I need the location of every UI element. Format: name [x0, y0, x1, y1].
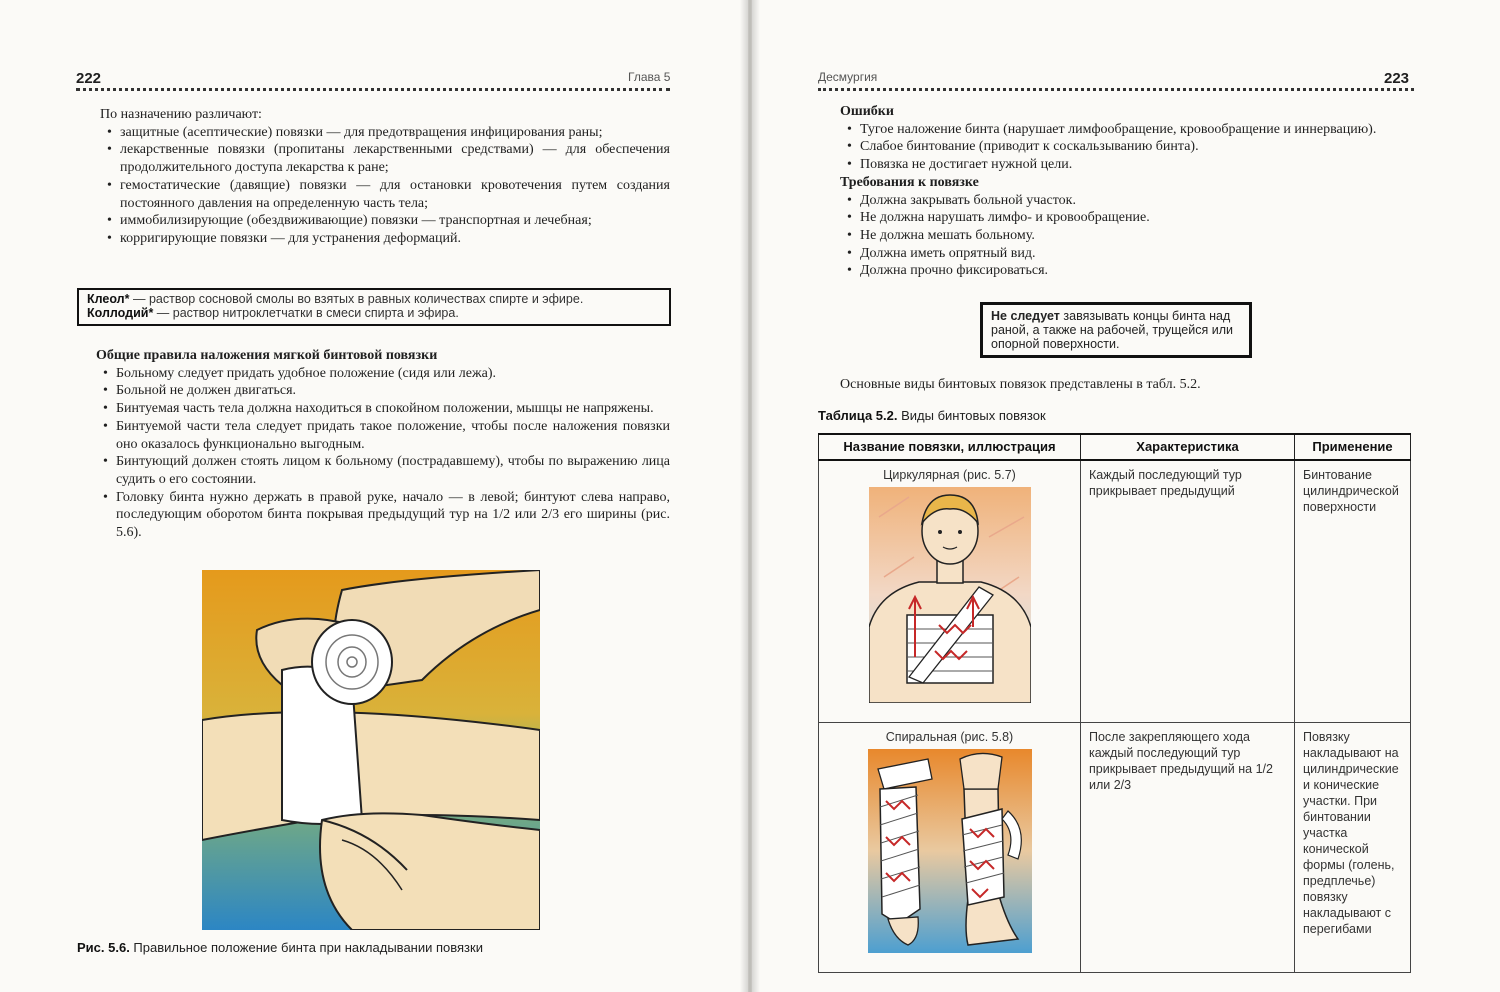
list-item: • Головку бинта нужно держать в правой руке, начало — в левой; бинтуют слева направо, последующим оборотом бинта покрывая предыдущий тур на 1/2 или 2/3 его ширины (рис. 5.6).	[96, 489, 670, 542]
table-row	[819, 460, 1411, 722]
definition-term: Коллодий*	[87, 305, 154, 320]
definition-kollodiy	[87, 307, 663, 321]
definition-text: — раствор нитроклетчатки в смеси спирта и эфира.	[153, 305, 459, 320]
rules-list	[96, 365, 670, 542]
bandage-name: Спиральная (рис. 5.8)	[885, 729, 1014, 744]
warning-box	[980, 302, 1252, 358]
table-caption	[818, 408, 1046, 423]
errors-requirements-section	[840, 103, 1412, 280]
list-item: • лекарственные повязки (пропитаны лекарственными средствами) — для обеспечения продолжительного доступа лекарства к ране;	[100, 141, 670, 176]
table-intro-block	[840, 376, 1412, 394]
table-caption-text: Виды бинтовых повязок	[897, 408, 1046, 423]
table-header-cell: Название повязки, иллюстрация	[819, 434, 1081, 460]
table-cell-name	[819, 722, 1081, 973]
errors-heading: Ошибки	[840, 104, 894, 119]
definitions-box	[77, 288, 671, 326]
list-item: • Должна прочно фиксироваться.	[840, 262, 1412, 280]
list-item: • Должна иметь опрятный вид.	[840, 245, 1412, 263]
list-item: • Не должна мешать больному.	[840, 227, 1412, 245]
purpose-section	[100, 106, 670, 248]
list-item: • Больной не должен двигаться.	[96, 382, 670, 400]
list-item: • Бинтуемая часть тела должна находиться в спокойном положении, мышцы не напряжены.	[96, 400, 670, 418]
rules-heading: Общие правила наложения мягкой бинтовой повязки	[96, 348, 438, 363]
table-caption-label: Таблица 5.2.	[818, 408, 898, 423]
table-cell-characteristic: После закрепляющего хода каждый последующий тур прикрывает предыдущий на 1/2 или 2/3	[1081, 722, 1295, 973]
circular-bandage-illustration	[869, 487, 1031, 703]
bandage-figure-illustration	[202, 570, 540, 930]
list-item: • гемостатические (давящие) повязки — для остановки кровотечения путем создания постоянного давления на определенную часть тела;	[100, 177, 670, 212]
purpose-intro: По назначению различают:	[100, 107, 262, 122]
table-header-cell: Характеристика	[1081, 434, 1295, 460]
warning-text: завязывать концы бинта над раной, а также на рабочей, трущейся или опорной поверхности.	[991, 309, 1233, 351]
list-item: • Тугое наложение бинта (нарушает лимфообращение, кровообращение и иннервацию).	[840, 121, 1412, 139]
list-item: • Слабое бинтование (приводит к соскальзыванию бинта).	[840, 138, 1412, 156]
bandage-types-table	[818, 433, 1411, 973]
list-item: • защитные (асептические) повязки — для предотвращения инфицирования раны;	[100, 124, 670, 142]
rules-section	[96, 347, 670, 542]
spiral-bandage-illustration	[868, 749, 1032, 953]
list-item: • Бинтующий должен стоять лицом к больному (пострадавшему), чтобы по выражению лица судить о его состоянии.	[96, 453, 670, 488]
table-header-row	[819, 434, 1411, 460]
header-rule-left	[76, 88, 670, 91]
figure-caption	[77, 940, 483, 955]
list-item: • Больному следует придать удобное положение (сидя или лежа).	[96, 365, 670, 383]
warning-bold: Не следует	[991, 309, 1060, 323]
header-rule-right	[818, 88, 1414, 91]
running-header-left: Глава 5	[628, 70, 671, 84]
page-number-right: 223	[1384, 70, 1410, 87]
definition-kleol	[87, 293, 663, 307]
table-cell-name	[819, 460, 1081, 722]
running-header-right: Десмургия	[818, 70, 878, 84]
list-item: • Не должна нарушать лимфо- и кровообращение.	[840, 209, 1412, 227]
purpose-list	[100, 124, 670, 248]
requirements-list	[840, 192, 1412, 281]
table-cell-usage: Бинтование цилиндрической поверхности	[1295, 460, 1411, 722]
definition-term: Клеол*	[87, 292, 130, 306]
book-gutter	[740, 0, 760, 992]
table-row	[819, 722, 1411, 973]
left-page	[0, 0, 748, 992]
errors-list	[840, 121, 1412, 174]
bandage-name: Циркулярная (рис. 5.7)	[883, 468, 1016, 482]
table-intro: Основные виды бинтовых повязок представлены в табл. 5.2.	[840, 377, 1201, 392]
requirements-heading: Требования к повязке	[840, 174, 979, 190]
list-item: • Повязка не достигает нужной цели.	[840, 156, 1412, 174]
figure-caption-text: Правильное положение бинта при накладывании повязки	[129, 940, 483, 955]
list-item: • Должна закрывать больной участок.	[840, 192, 1412, 210]
list-item: • иммобилизирующие (обездвиживающие) повязки — транспортная и лечебная;	[100, 212, 670, 230]
page-number-left: 222	[76, 70, 102, 87]
list-item: • корригирующие повязки — для устранения деформаций.	[100, 230, 670, 248]
figure-caption-label: Рис. 5.6.	[77, 940, 130, 955]
definition-text: — раствор сосновой смолы во взятых в равных количествах спирте и эфире.	[129, 292, 584, 306]
table-cell-characteristic: Каждый последующий тур прикрывает предыдущий	[1081, 460, 1295, 722]
list-item: • Бинтуемой части тела следует придать такое положение, чтобы после наложения повязки оно оказалось функционально выгодным.	[96, 418, 670, 453]
table-cell-usage: Повязку накладывают на цилиндрические и конические участки. При бинтовании участка конической формы (голень, предплечье) повязку накладывают с перегибами	[1295, 722, 1411, 973]
table-header-cell: Применение	[1295, 434, 1411, 460]
